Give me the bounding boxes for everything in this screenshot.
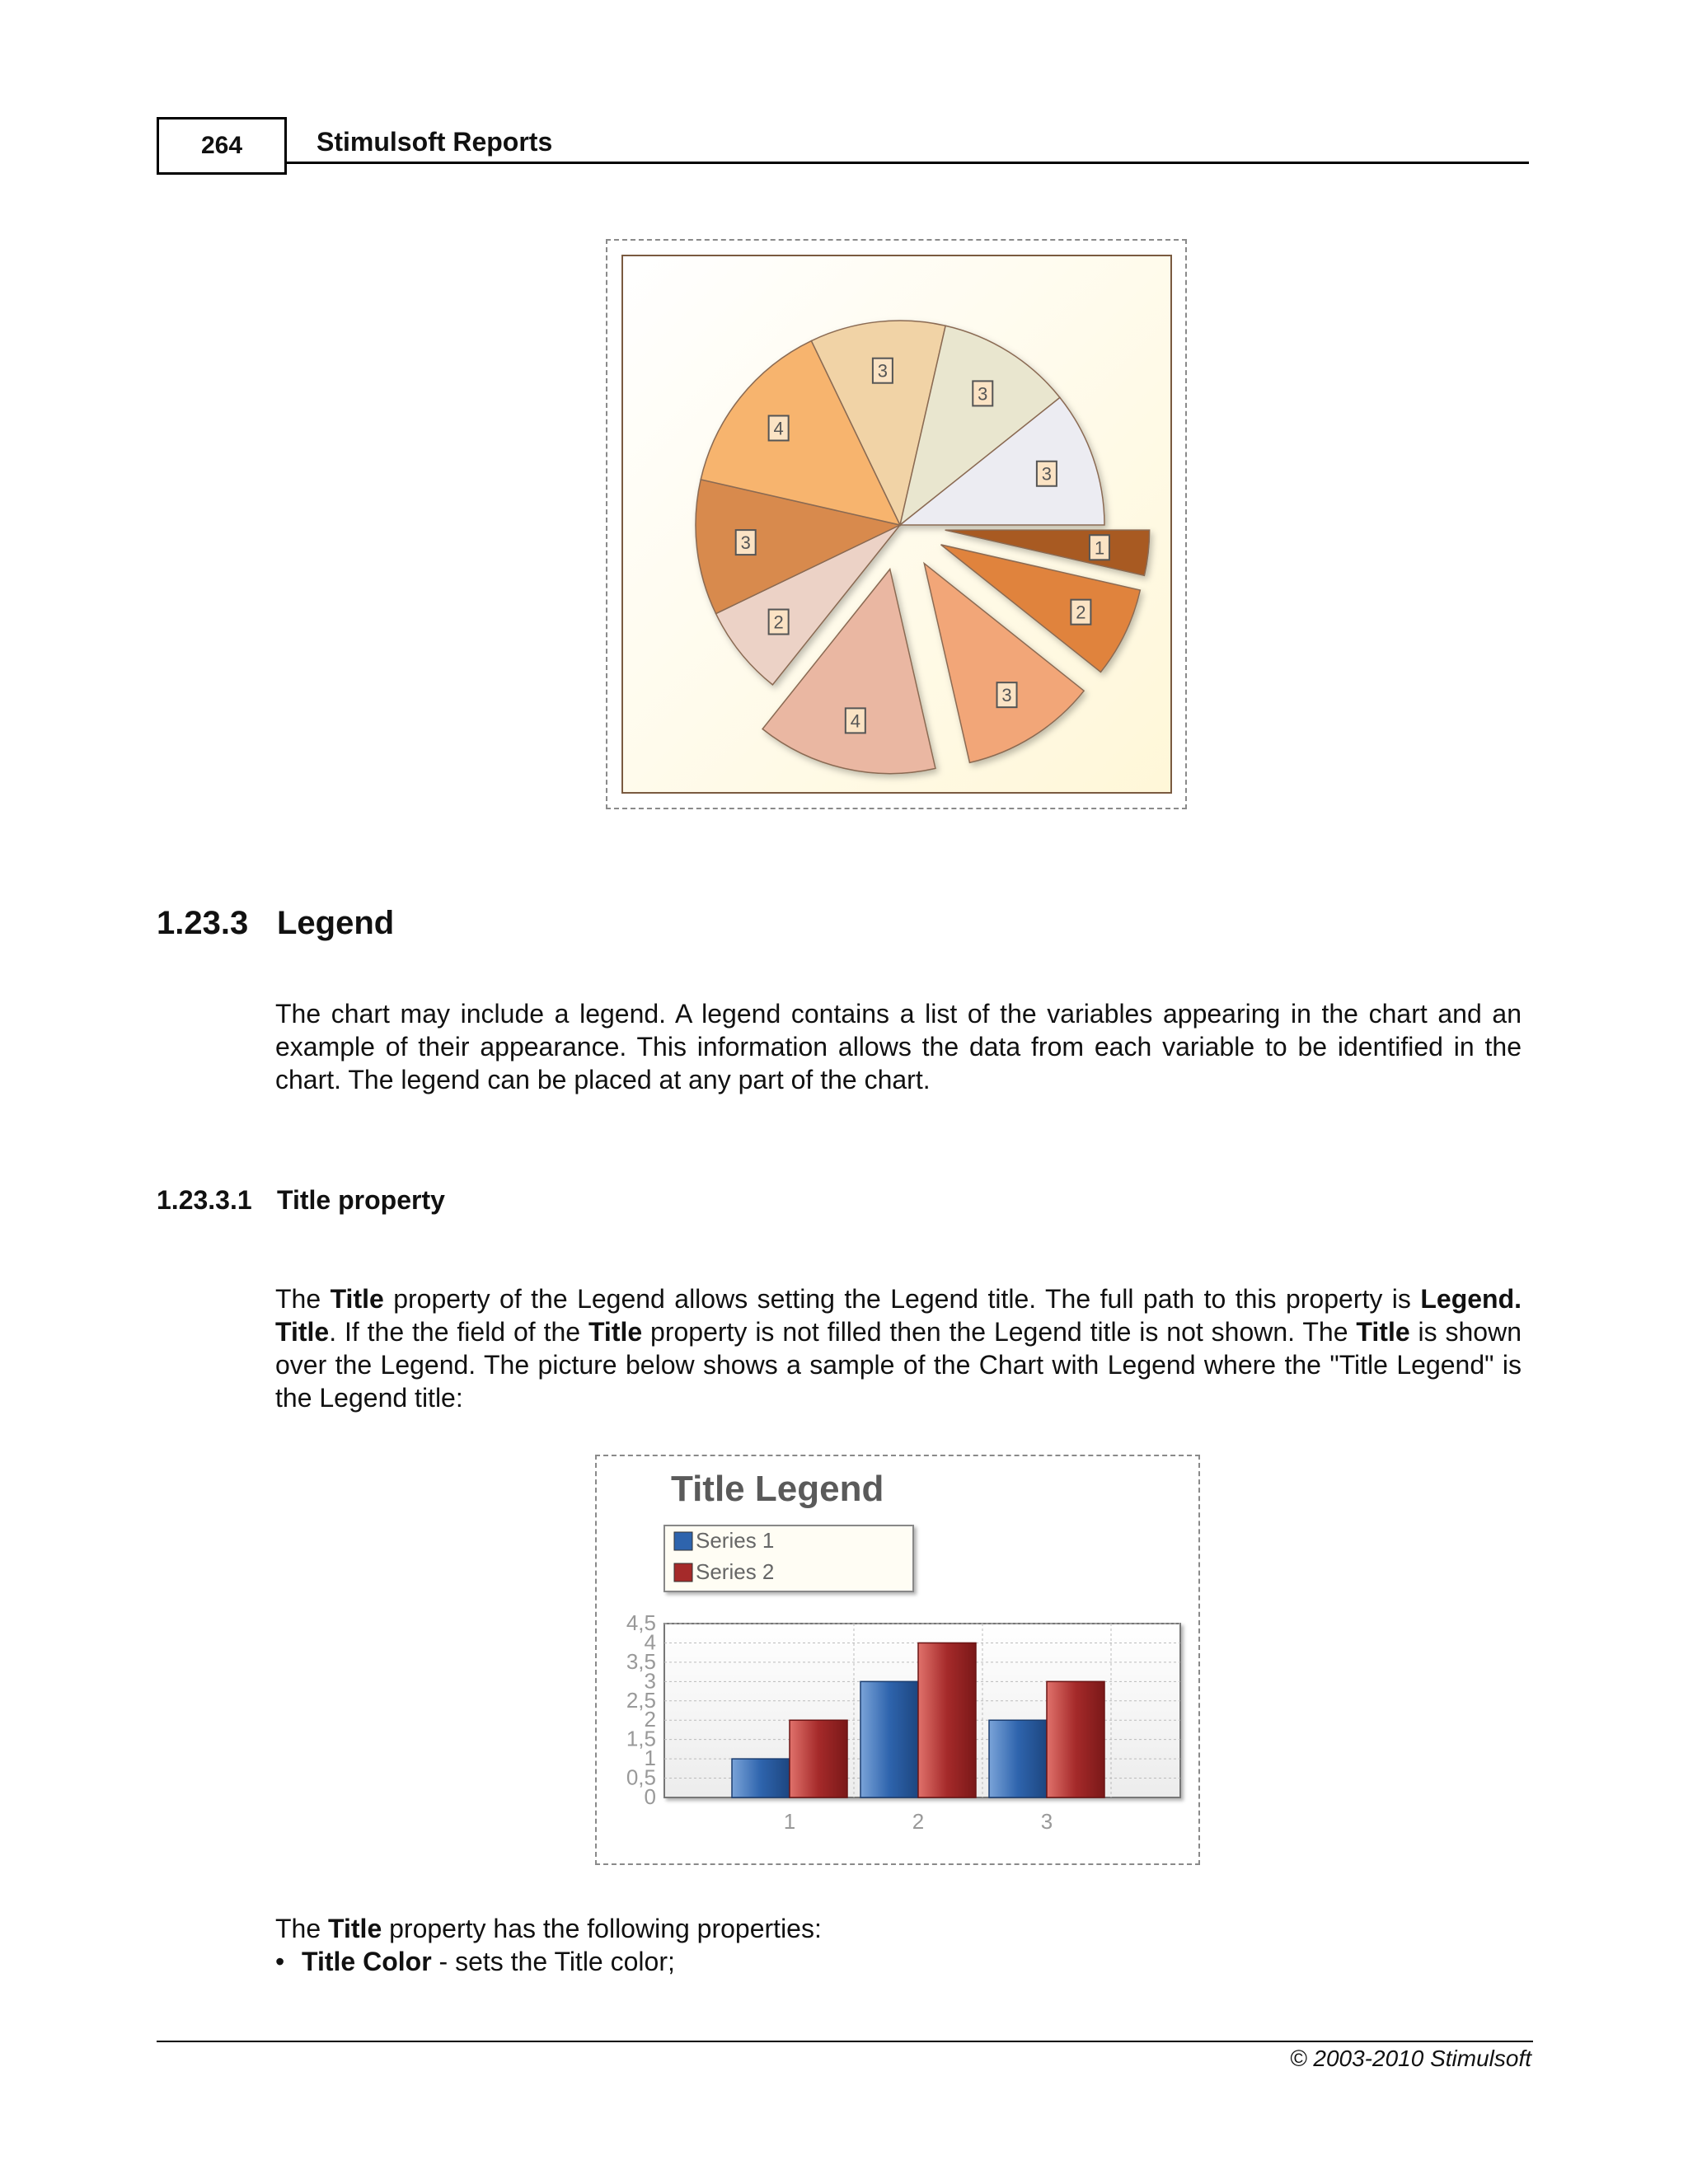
page-number: 264 bbox=[157, 117, 287, 175]
y-tick-label: 0 bbox=[644, 1784, 656, 1809]
bullet-dot: • bbox=[275, 1947, 285, 1976]
svg-text:4: 4 bbox=[850, 710, 860, 732]
pie-slice-label bbox=[973, 381, 992, 405]
pie-slice-label bbox=[997, 682, 1017, 707]
y-tick-label: 2,5 bbox=[626, 1687, 656, 1713]
section-title: Legend bbox=[277, 905, 395, 941]
bullet-description: - sets the Title color; bbox=[431, 1947, 675, 1976]
pie-slice-label bbox=[769, 415, 789, 440]
bar bbox=[918, 1643, 976, 1797]
pie-slice-label bbox=[873, 359, 893, 383]
y-tick-label: 4 bbox=[644, 1629, 656, 1655]
header-rule bbox=[287, 162, 1529, 164]
pie-slice-label bbox=[1090, 535, 1109, 560]
legend-swatch bbox=[674, 1563, 692, 1582]
y-tick-label: 0,5 bbox=[626, 1765, 656, 1790]
pie-slice-label bbox=[846, 708, 865, 733]
x-tick-label: 3 bbox=[1040, 1809, 1053, 1834]
svg-text:3: 3 bbox=[1041, 463, 1053, 485]
subsection-title: Title property bbox=[277, 1185, 445, 1215]
section-heading bbox=[157, 905, 394, 942]
footer-rule bbox=[157, 2041, 1533, 2042]
section-number: 1.23.3 bbox=[157, 905, 249, 941]
svg-text:1: 1 bbox=[1094, 537, 1105, 559]
svg-text:3: 3 bbox=[978, 383, 988, 405]
y-tick-label: 4,5 bbox=[626, 1610, 656, 1635]
legend-swatch bbox=[674, 1532, 692, 1550]
title-property-paragraph: The Title property of the Legend allows setting the Legend title. The full path to this property is Legend. Title. If the the field of the Title property is not filled then the Legend title is not shown. The Title is shown over the Legend. The picture below shows a sample of the Chart with Legend where the "Title Legend" is the Legend title: bbox=[275, 1284, 1522, 1413]
y-tick-label: 3 bbox=[644, 1668, 656, 1694]
pie-slice-label bbox=[769, 610, 789, 635]
legend bbox=[664, 1526, 913, 1591]
running-header-title: Stimulsoft Reports bbox=[316, 127, 553, 157]
svg-text:3: 3 bbox=[740, 532, 751, 554]
subsection-number: 1.23.3.1 bbox=[157, 1185, 252, 1215]
y-tick-label: 1,5 bbox=[626, 1726, 656, 1751]
footer-copyright: © 2003-2010 Stimulsoft bbox=[1289, 2046, 1531, 2071]
pie-slice-label bbox=[736, 530, 756, 555]
bar-chart bbox=[597, 1456, 1198, 1863]
y-tick-label: 1 bbox=[644, 1746, 656, 1771]
intro-paragraph: The chart may include a legend. A legend contains a list of the variables appearing in the chart and an example of their appearance. This information allows the data from each variable to be identified in the chart. The legend can be placed at any part of the chart. bbox=[275, 999, 1522, 1094]
pie-slice-label bbox=[1037, 462, 1057, 486]
bar bbox=[790, 1720, 847, 1797]
bar bbox=[989, 1720, 1047, 1797]
pie-chart bbox=[607, 241, 1185, 808]
y-tick-label: 3,5 bbox=[626, 1648, 656, 1674]
legend-entry: Series 1 bbox=[696, 1528, 775, 1553]
svg-text:4: 4 bbox=[773, 418, 784, 439]
svg-text:3: 3 bbox=[877, 360, 889, 382]
bar bbox=[1047, 1681, 1104, 1797]
legend-entry: Series 2 bbox=[696, 1559, 775, 1584]
subsection-heading bbox=[157, 1185, 445, 1216]
properties-intro: The Title property has the following properties: bbox=[275, 1914, 822, 1943]
bar-chart-figure bbox=[595, 1455, 1200, 1865]
bar bbox=[732, 1759, 790, 1797]
svg-text:2: 2 bbox=[1076, 602, 1086, 623]
x-tick-label: 1 bbox=[783, 1809, 796, 1834]
svg-text:2: 2 bbox=[773, 612, 784, 633]
bullet-title-color bbox=[275, 1945, 675, 1978]
pie-chart-figure bbox=[606, 239, 1187, 809]
pie-slice-label bbox=[1071, 600, 1090, 625]
bullet-term: Title Color bbox=[302, 1947, 432, 1976]
legend-title: Title Legend bbox=[671, 1469, 884, 1509]
y-tick-label: 2 bbox=[644, 1707, 656, 1732]
x-tick-label: 2 bbox=[912, 1809, 925, 1834]
svg-text:3: 3 bbox=[1001, 685, 1012, 706]
bar bbox=[860, 1681, 918, 1797]
